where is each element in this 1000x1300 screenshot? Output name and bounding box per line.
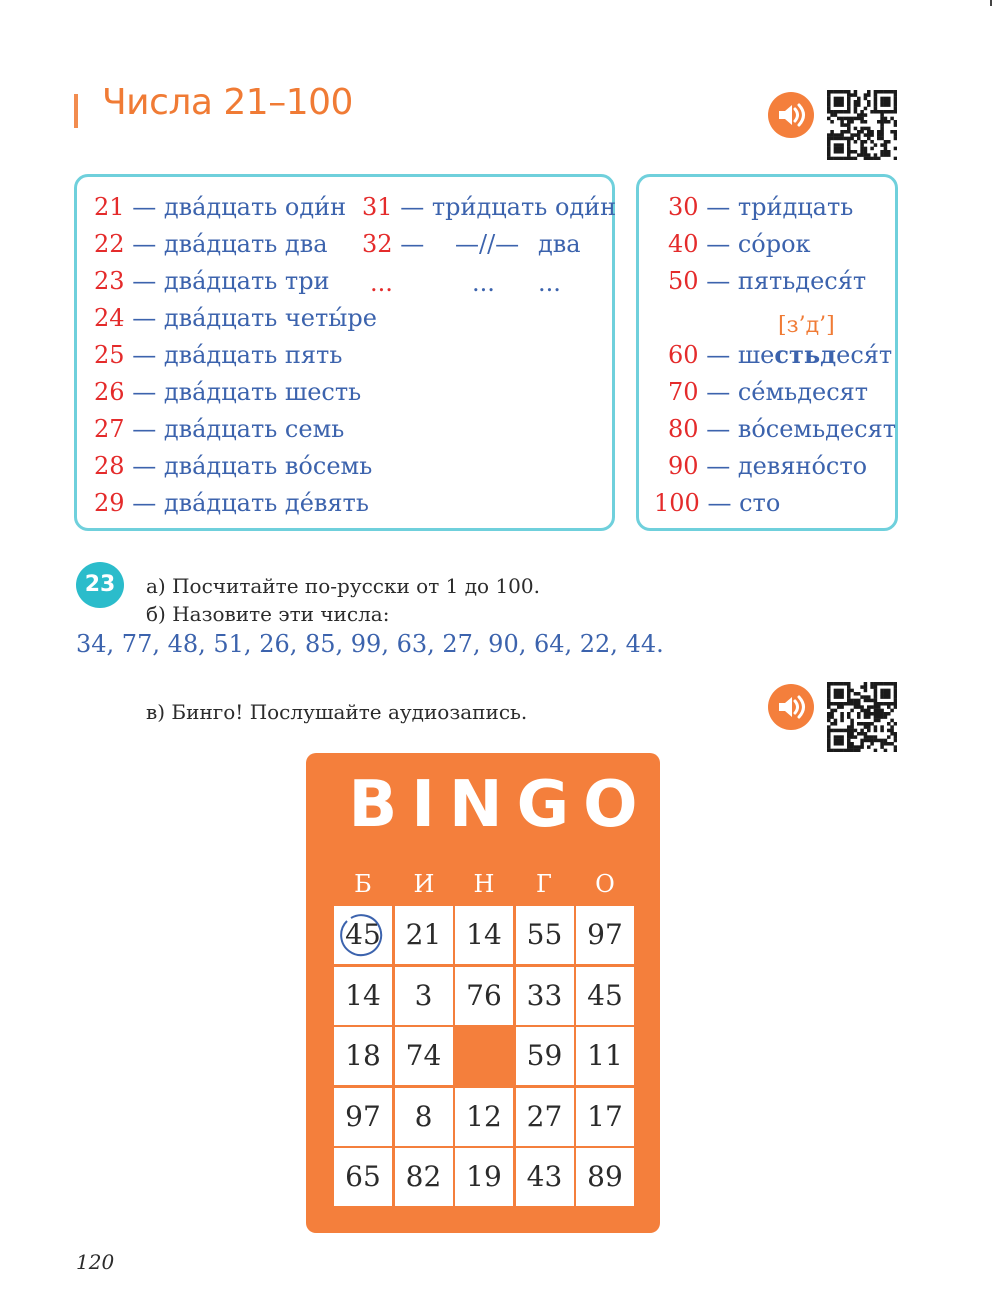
bingo-column-letter: Г bbox=[536, 870, 552, 898]
bingo-cell-value: 12 bbox=[466, 1099, 502, 1133]
page-number: 120 bbox=[76, 1250, 115, 1274]
ellipsis: ... bbox=[370, 269, 393, 297]
qr-code-icon[interactable] bbox=[827, 682, 897, 752]
number-row: 31 — три́дцать оди́н bbox=[362, 193, 617, 221]
bingo-cell-value: 21 bbox=[405, 918, 442, 951]
corner-mark bbox=[990, 0, 992, 6]
page-title: Числа 21–100 bbox=[102, 82, 353, 123]
number-row: 26 — два́дцать шесть bbox=[94, 378, 362, 406]
bingo-cell-value: 65 bbox=[345, 1160, 381, 1193]
number-row: 27 — два́дцать семь bbox=[94, 415, 345, 443]
task-a: а) Посчитайте по-русски от 1 до 100. bbox=[146, 574, 540, 598]
bingo-cell-value: 43 bbox=[526, 1160, 563, 1193]
bingo-cell[interactable] bbox=[455, 1088, 513, 1146]
bingo-cell[interactable] bbox=[334, 967, 392, 1025]
bingo-column-letter: Н bbox=[473, 870, 495, 898]
bingo-cell[interactable] bbox=[395, 1088, 453, 1146]
bingo-cell[interactable] bbox=[395, 1027, 453, 1085]
bingo-cell-value: 55 bbox=[526, 918, 563, 951]
marked-circle-icon bbox=[337, 911, 385, 959]
bingo-free-cell[interactable] bbox=[455, 1027, 513, 1085]
bingo-column-letter: И bbox=[413, 870, 435, 898]
number-row: 40 — со́рок bbox=[668, 230, 811, 258]
bingo-cell[interactable] bbox=[334, 906, 392, 964]
number-row: 80 — во́семьдесят bbox=[668, 415, 897, 443]
bingo-cell-value: 19 bbox=[466, 1160, 502, 1193]
bingo-grid bbox=[333, 905, 635, 1207]
bingo-cell-value: 11 bbox=[587, 1039, 623, 1072]
bingo-cell[interactable] bbox=[516, 967, 574, 1025]
bingo-title: BINGO bbox=[348, 768, 652, 842]
bingo-cell-value: 45 bbox=[345, 918, 381, 951]
bingo-cell[interactable] bbox=[516, 1027, 574, 1085]
bingo-cell-value: 76 bbox=[466, 978, 502, 1012]
bingo-cell-value: 97 bbox=[345, 1099, 381, 1133]
number-row: 70 — се́мьдесят bbox=[668, 378, 869, 406]
bingo-cell[interactable] bbox=[516, 906, 574, 964]
numbers-list: 34, 77, 48, 51, 26, 85, 99, 63, 27, 90, 64, 22, 44. bbox=[76, 630, 664, 658]
bingo-cell[interactable] bbox=[455, 906, 513, 964]
bingo-cell-value: 14 bbox=[345, 978, 381, 1012]
bingo-cell-value: 89 bbox=[587, 1160, 623, 1193]
bingo-cell[interactable] bbox=[334, 1027, 392, 1085]
number-row: 29 — два́дцать де́вять bbox=[94, 489, 369, 517]
number-row: 100 — сто bbox=[654, 489, 781, 517]
bingo-cell[interactable] bbox=[516, 1088, 574, 1146]
bingo-column-letter: О bbox=[595, 870, 615, 898]
number-row: 30 — три́дцать bbox=[668, 193, 854, 221]
bingo-cell[interactable] bbox=[395, 967, 453, 1025]
bingo-cell-value: 14 bbox=[466, 918, 502, 951]
number-row: 28 — два́дцать во́семь bbox=[94, 452, 373, 480]
bingo-cell[interactable] bbox=[455, 1148, 513, 1206]
number-row: 22 — два́дцать два bbox=[94, 230, 328, 258]
audio-icon[interactable] bbox=[768, 684, 814, 730]
bingo-cell-value: 18 bbox=[345, 1039, 381, 1072]
bingo-cell[interactable] bbox=[455, 967, 513, 1025]
bingo-cell[interactable] bbox=[576, 1088, 634, 1146]
bingo-cell[interactable] bbox=[334, 1088, 392, 1146]
bingo-cell[interactable] bbox=[516, 1148, 574, 1206]
number-row: 32 — bbox=[362, 230, 425, 258]
title-accent-bar bbox=[74, 94, 78, 128]
bingo-column-letter: Б bbox=[354, 870, 372, 898]
bingo-cell[interactable] bbox=[576, 1148, 634, 1206]
qr-code-icon[interactable] bbox=[827, 90, 897, 160]
bingo-cell-value: 8 bbox=[414, 1099, 433, 1133]
number-row: 21 — два́дцать оди́н bbox=[94, 193, 347, 221]
phonetic-transcription: [з’д’] bbox=[778, 313, 835, 338]
number-row: 24 — два́дцать четы́ре bbox=[94, 304, 377, 332]
task-c: в) Бинго! Послушайте аудиозапись. bbox=[146, 700, 528, 724]
number-row: 25 — два́дцать пять bbox=[94, 341, 343, 369]
bingo-cell-value: 45 bbox=[587, 978, 623, 1012]
number-row: 60 — шестьдеся́т bbox=[668, 340, 893, 369]
audio-icon[interactable] bbox=[768, 92, 814, 138]
ellipsis: ... bbox=[472, 269, 495, 297]
bingo-cell-value: 33 bbox=[526, 978, 563, 1012]
bingo-cell[interactable] bbox=[576, 967, 634, 1025]
number-row: 23 — два́дцать три bbox=[94, 267, 330, 295]
bingo-cell-value: 17 bbox=[587, 1099, 623, 1133]
bingo-cell[interactable] bbox=[576, 1027, 634, 1085]
bingo-cell[interactable] bbox=[395, 906, 453, 964]
number-row: 50 — пятьдеся́т bbox=[668, 267, 867, 295]
bingo-cell-value: 59 bbox=[526, 1039, 563, 1072]
ditto-mark: —//— bbox=[455, 230, 520, 258]
bingo-cell-value: 74 bbox=[405, 1039, 442, 1072]
bingo-cell-value: 27 bbox=[526, 1099, 563, 1133]
task-b: б) Назовите эти числа: bbox=[146, 602, 390, 626]
bingo-cell[interactable] bbox=[334, 1148, 392, 1206]
bingo-cell-value: 97 bbox=[587, 918, 623, 951]
number-word: два bbox=[538, 230, 581, 258]
bingo-cell[interactable] bbox=[395, 1148, 453, 1206]
number-row: 90 — девяно́сто bbox=[668, 452, 868, 480]
exercise-number-badge: 23 bbox=[76, 562, 124, 608]
ellipsis: ... bbox=[538, 269, 561, 297]
bingo-cell-value: 3 bbox=[414, 978, 433, 1012]
bingo-cell[interactable] bbox=[576, 906, 634, 964]
bingo-cell-value: 82 bbox=[405, 1160, 442, 1193]
